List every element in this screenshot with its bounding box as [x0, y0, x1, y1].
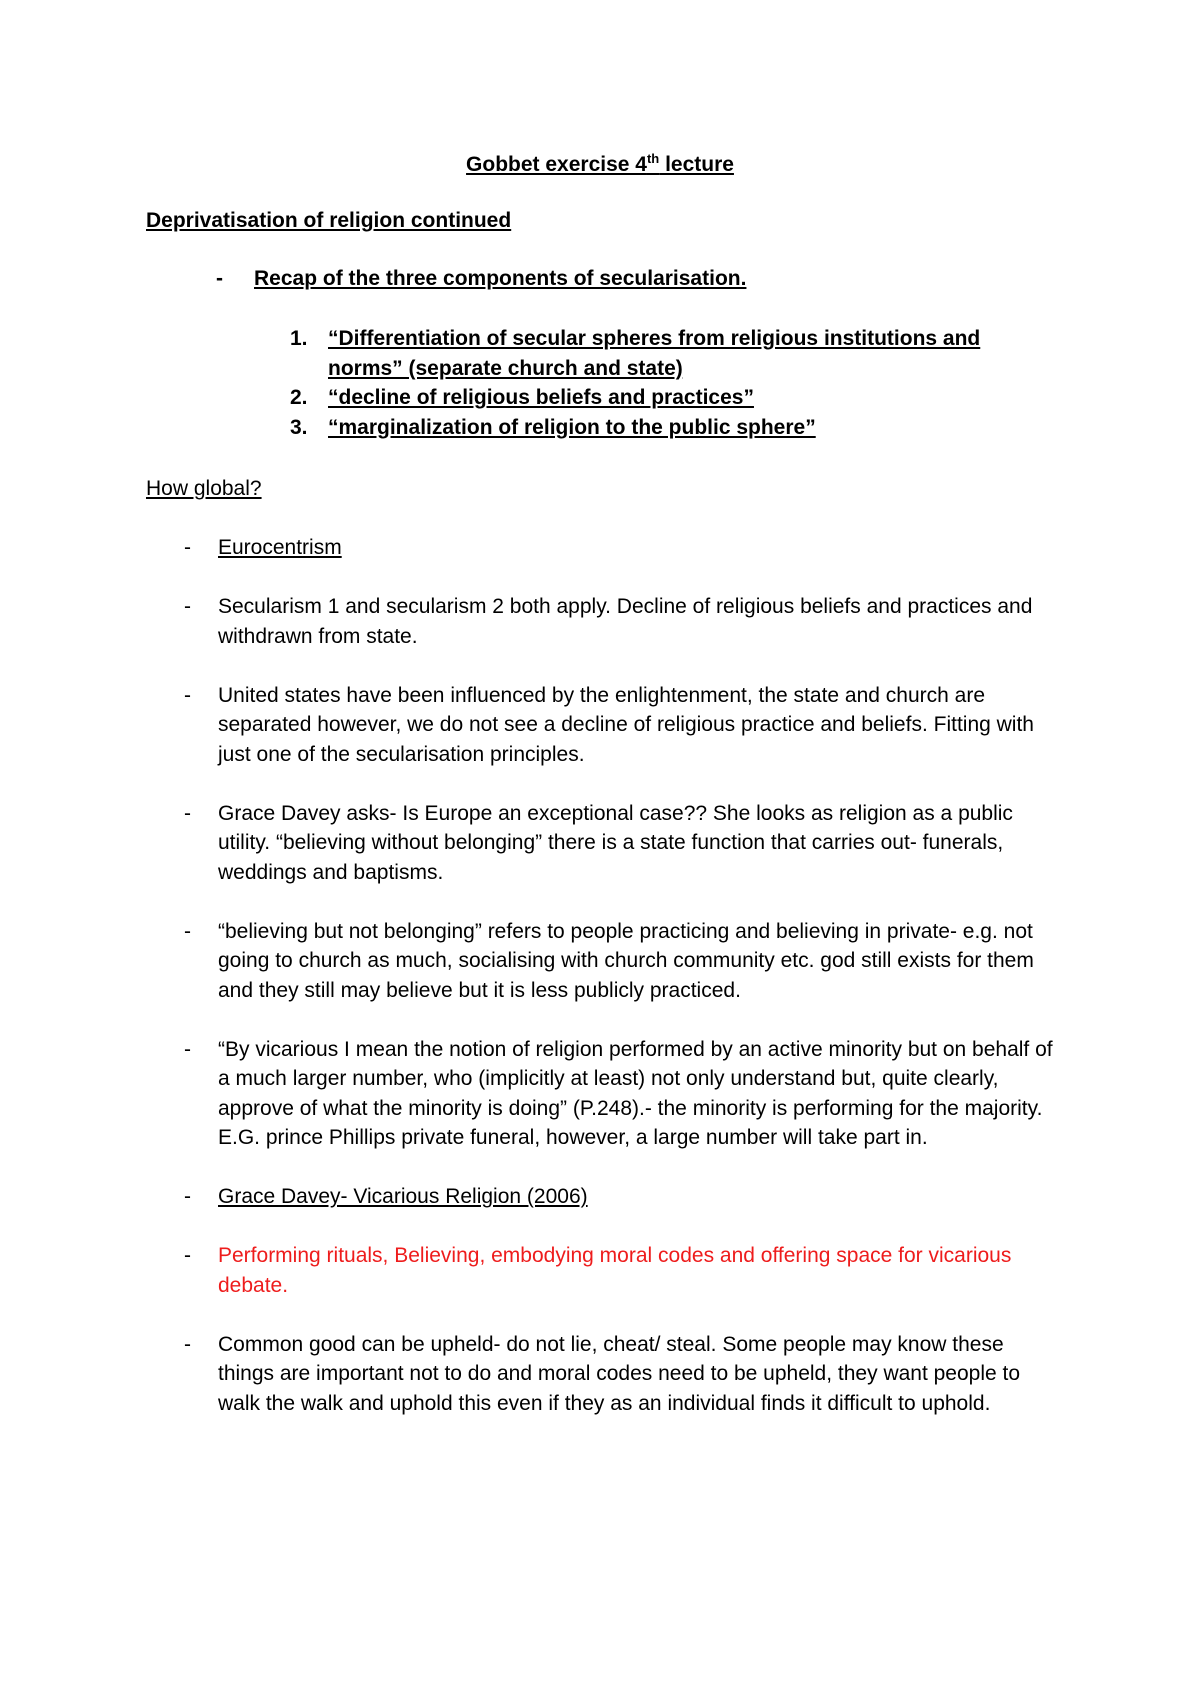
notes-list: [184, 533, 1064, 1448]
recap-item: [216, 264, 746, 294]
component-item: 2. “decline of religious beliefs and practices”: [290, 386, 754, 409]
document-title: Gobbet exercise 4th lecture: [466, 151, 734, 176]
list-item: - Secularism 1 and secularism 2 both apply. Decline of religious beliefs and practices and withdrawn from state.: [184, 595, 1033, 648]
list-item: - “By vicarious I mean the notion of religion performed by an active minority but on behalf of a much larger number, who (implicitly at least) not only understand but, quite clearly, approve of what the minority is doing” (P.248).- the minority is performing for the majority. E.G. prince Phillips private funeral, however, a large number will take part in.: [184, 1037, 1053, 1149]
list-item: - Grace Davey asks- Is Europe an exceptional case?? She looks as religion as a public utility. “believing without belonging” there is a state function that carries out- funerals, weddings and baptisms.: [184, 801, 1013, 884]
bullet-dash: -: [216, 267, 223, 290]
components-list: [290, 324, 1010, 442]
list-item: - United states have been influenced by the enlightenment, the state and church are separated however, we do not see a decline of religious practice and beliefs. Fitting with just one of the secularisation principles.: [184, 683, 1034, 766]
section-heading: Deprivatisation of religion continued: [146, 209, 512, 232]
component-item: 1. “Differentiation of secular spheres from religious institutions and norms” (separate church and state): [290, 327, 981, 380]
list-item: - Eurocentrism: [184, 536, 342, 559]
list-item: - Common good can be upheld- do not lie, cheat/ steal. Some people may know these things are important not to do and moral codes need to be upheld, they want people to walk the walk and uphold this even if they as an individual finds it difficult to uphold.: [184, 1332, 1021, 1415]
list-item-highlight: - Performing rituals, Believing, embodying moral codes and offering space for vicarious debate.: [184, 1244, 1012, 1297]
list-item: - “believing but not belonging” refers to people practicing and believing in private- e.g. not going to church as much, socialising with church community etc. god still exists for them and they still may believe but it is less publicly practiced.: [184, 919, 1034, 1002]
component-item: 3. “marginalization of religion to the public sphere”: [290, 415, 816, 439]
subheading: How global?: [146, 477, 262, 500]
list-item: - Grace Davey- Vicarious Religion (2006): [184, 1185, 588, 1208]
recap-text: Recap of the three components of secularisation.: [254, 267, 747, 290]
